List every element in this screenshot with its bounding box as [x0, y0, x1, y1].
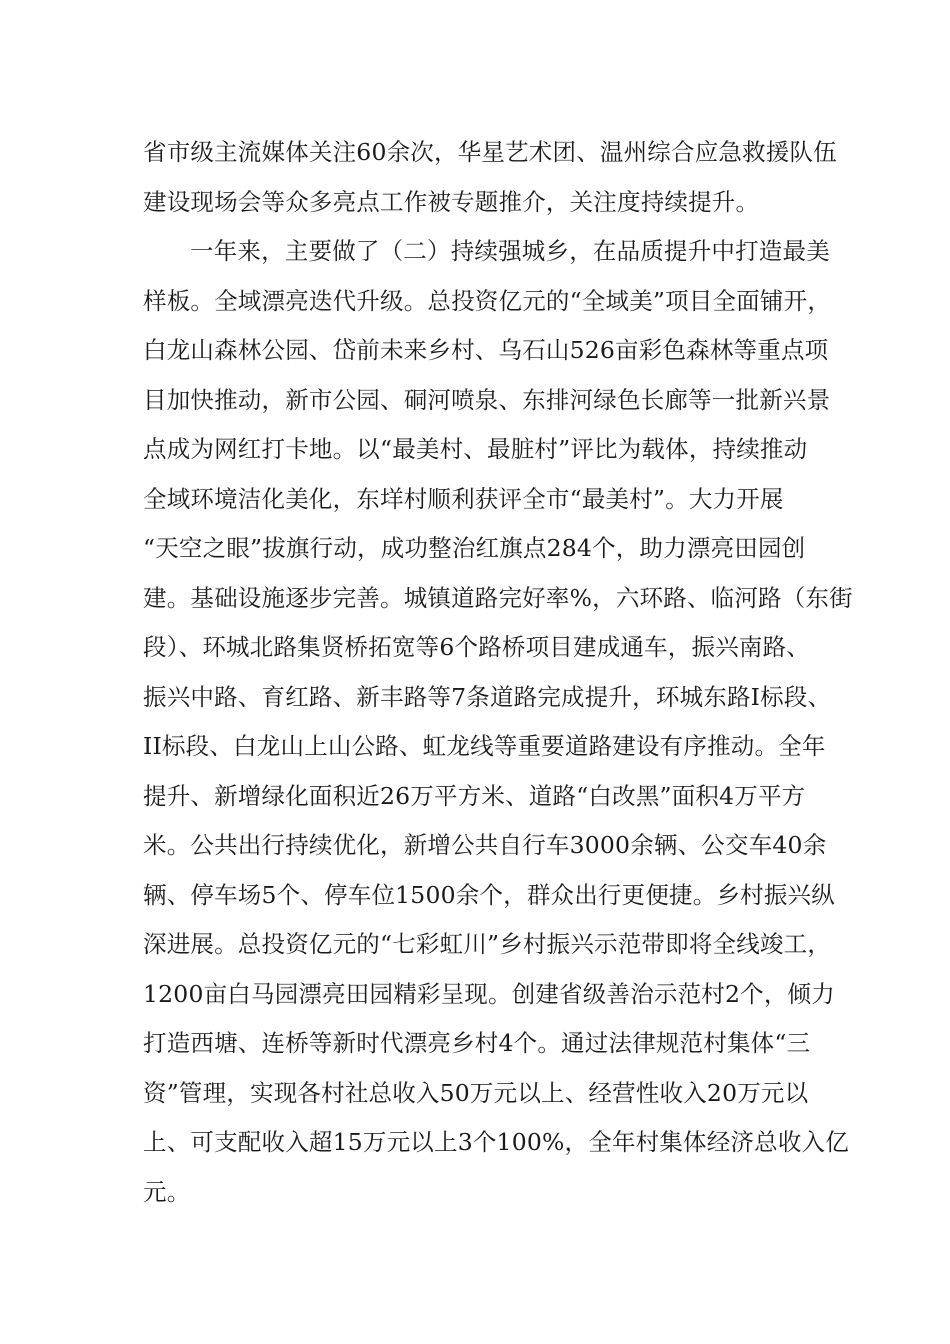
text-line: 白龙山森林公园、岱前未来乡村、乌石山526亩彩色森林等重点项: [143, 336, 829, 364]
text-line: 米。公共出行持续优化，新增公共自行车3000余辆、公交车40余: [143, 831, 827, 859]
text-line: 元。: [143, 1178, 191, 1206]
text-line: II标段、白龙山上山公路、虹龙线等重要道路建设有序推动。全年: [143, 732, 826, 760]
text-line: 振兴中路、育红路、新丰路等7条道路完成提升，环城东路I标段、: [143, 683, 832, 711]
text-line: 深进展。总投资亿元的“七彩虹川”乡村振兴示范带即将全线竣工，: [143, 930, 832, 958]
text-line: 建设现场会等众多亮点工作被专题推介，关注度持续提升。: [143, 188, 760, 216]
text-line: 全域环境洁化美化，东垟村顺利获评全市“最美村”。大力开展: [143, 485, 784, 513]
text-line: 辆、停车场5个、停车位1500余个，群众出行更便捷。乡村振兴纵: [143, 881, 835, 909]
text-line: 段）、环城北路集贤桥拓宽等6个路桥项目建成通车，振兴南路、: [143, 633, 811, 661]
text-line: 提升、新增绿化面积近26万平方米、道路“白改黑”面积4万平方: [143, 782, 806, 810]
text-line: 样板。全域漂亮迭代升级。总投资亿元的“全域美”项目全面铺开，: [143, 287, 832, 315]
paragraph-start-line: 一年来，主要做了（二）持续强城乡，在品质提升中打造最美: [190, 237, 830, 265]
text-line: 建。基础设施逐步完善。城镇道路完好率%，六环路、临河路（东街: [143, 584, 853, 612]
text-line: 目加快推动，新市公园、硐河喷泉、东排河绿色长廊等一批新兴景: [143, 386, 831, 414]
text-line: 1200亩白马园漂亮田园精彩呈现。创建省级善治示范村2个，倾力: [143, 980, 835, 1008]
text-line: 省市级主流媒体关注60余次，华星艺术团、温州综合应急救援队伍: [143, 138, 837, 166]
text-line: 点成为网红打卡地。以“最美村、最脏村”评比为载体，持续推动: [143, 435, 808, 463]
text-line: “天空之眼”拔旗行动，成功整治红旗点284个，助力漂亮田园创: [143, 534, 806, 562]
text-line: 打造西塘、连桥等新时代漂亮乡村4个。通过法律规范村集体“三: [143, 1029, 811, 1057]
text-line: 资”管理，实现各村社总收入50万元以上、经营性收入20万元以: [143, 1079, 809, 1107]
text-line: 上、可支配收入超15万元以上3个100%，全年村集体经济总收入亿: [143, 1128, 849, 1156]
